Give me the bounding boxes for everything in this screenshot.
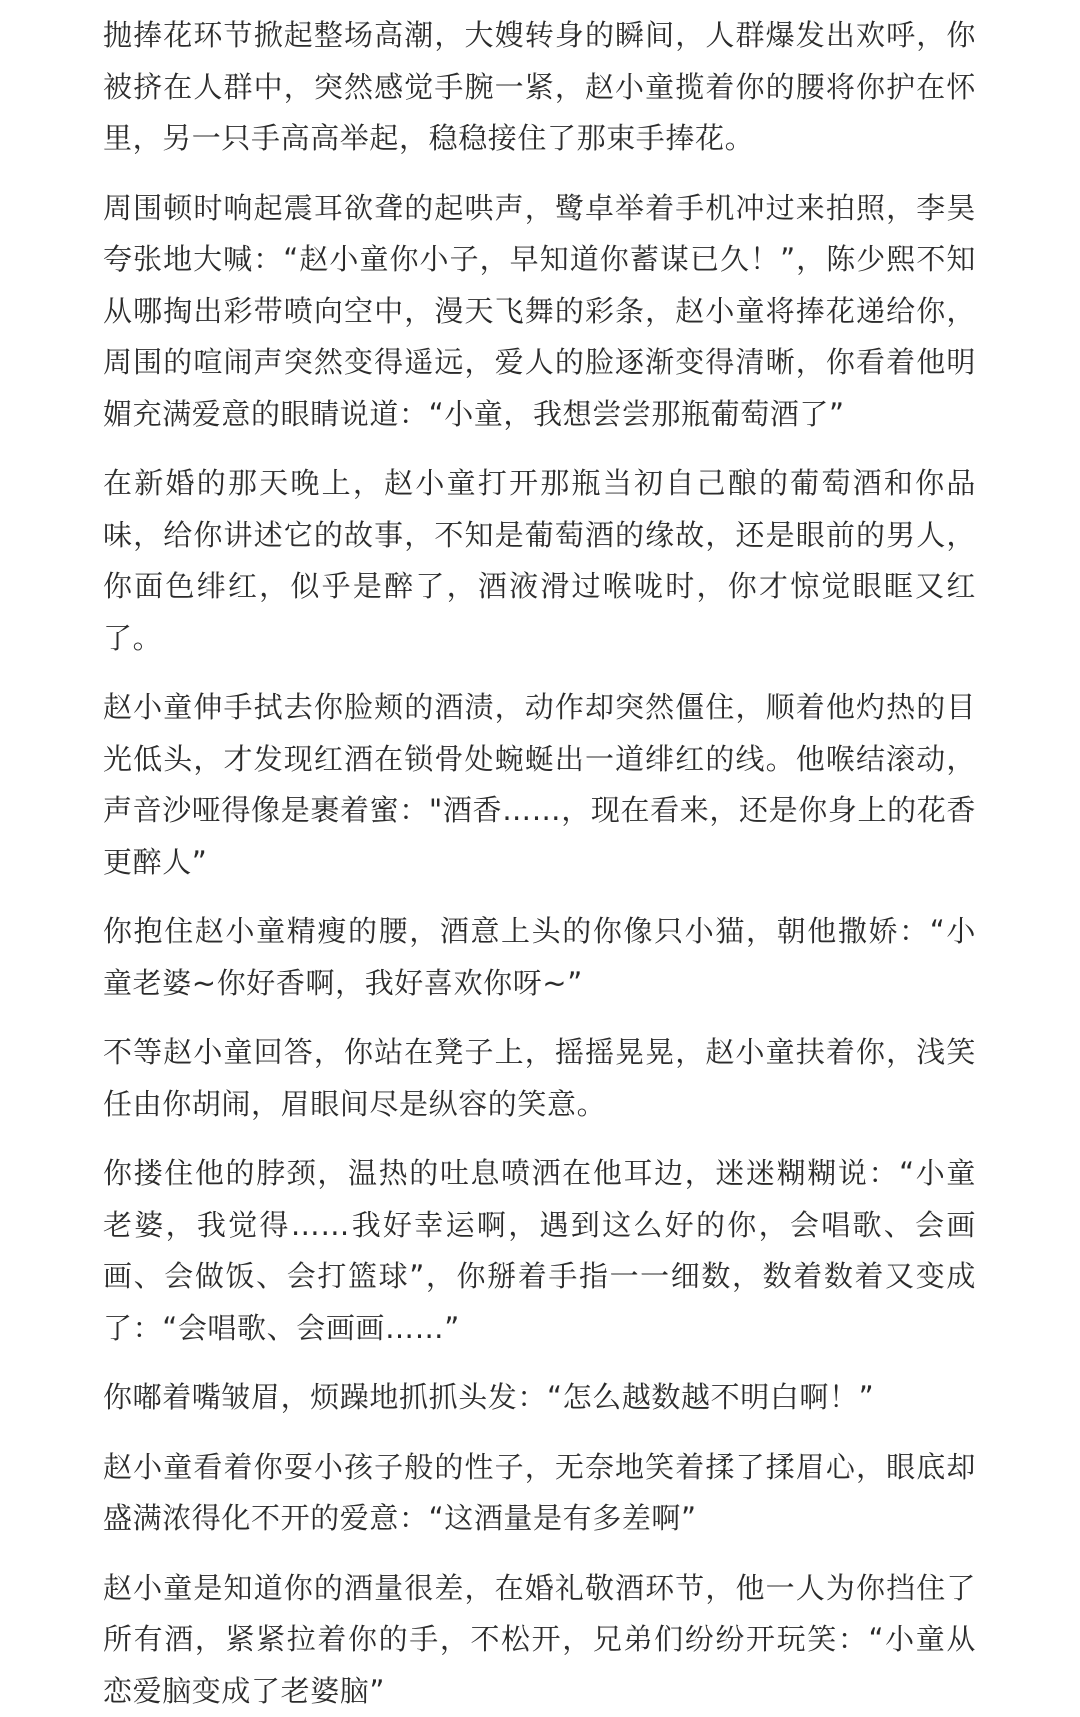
paragraph-7: 你搂住他的脖颈，温热的吐息喷洒在他耳边，迷迷糊糊说：“小童老婆，我觉得……我好幸运啊，遇到这么好的你，会唱歌、会画画、会做饭、会打篮球”，你掰着手指一一细数，数着数着又变成了：“会唱歌、会画画……”	[103, 1148, 976, 1354]
paragraph-9: 赵小童看着你耍小孩子般的性子，无奈地笑着揉了揉眉心，眼底却盛满浓得化不开的爱意：“这酒量是有多差啊”	[103, 1442, 976, 1545]
paragraph-10: 赵小童是知道你的酒量很差，在婚礼敬酒环节，他一人为你挡住了所有酒，紧紧拉着你的手，不松开，兄弟们纷纷开玩笑：“小童从恋爱脑变成了老婆脑”	[103, 1563, 976, 1717]
paragraph-3: 在新婚的那天晚上，赵小童打开那瓶当初自己酿的葡萄酒和你品味，给你讲述它的故事，不知是葡萄酒的缘故，还是眼前的男人，你面色绯红，似乎是醉了，酒液滑过喉咙时，你才惊觉眼眶又红了。	[103, 458, 976, 664]
paragraph-6: 不等赵小童回答，你站在凳子上，摇摇晃晃，赵小童扶着你，浅笑任由你胡闹，眉眼间尽是纵容的笑意。	[103, 1027, 976, 1130]
paragraph-5: 你抱住赵小童精瘦的腰，酒意上头的你像只小猫，朝他撒娇：“小童老婆~你好香啊，我好喜欢你呀~”	[103, 906, 976, 1009]
paragraph-8: 你嘟着嘴皱眉，烦躁地抓抓头发：“怎么越数越不明白啊！”	[103, 1372, 976, 1424]
paragraph-1: 抛捧花环节掀起整场高潮，大嫂转身的瞬间，人群爆发出欢呼，你被挤在人群中，突然感觉手腕一紧，赵小童揽着你的腰将你护在怀里，另一只手高高举起，稳稳接住了那束手捧花。	[103, 10, 976, 165]
paragraph-4: 赵小童伸手拭去你脸颊的酒渍，动作却突然僵住，顺着他灼热的目光低头，才发现红酒在锁骨处蜿蜒出一道绯红的线。他喉结滚动，声音沙哑得像是裹着蜜："酒香……，现在看来，还是你身上的花香更醉人”	[103, 682, 976, 888]
paragraph-2: 周围顿时响起震耳欲聋的起哄声，鹭卓举着手机冲过来拍照，李昊夸张地大喊：“赵小童你小子，早知道你蓄谋已久！”，陈少熙不知从哪掏出彩带喷向空中，漫天飞舞的彩条，赵小童将捧花递给你，周围的喧闹声突然变得遥远，爱人的脸逐渐变得清晰，你看着他明媚充满爱意的眼睛说道：“小童，我想尝尝那瓶葡萄酒了”	[103, 183, 976, 441]
